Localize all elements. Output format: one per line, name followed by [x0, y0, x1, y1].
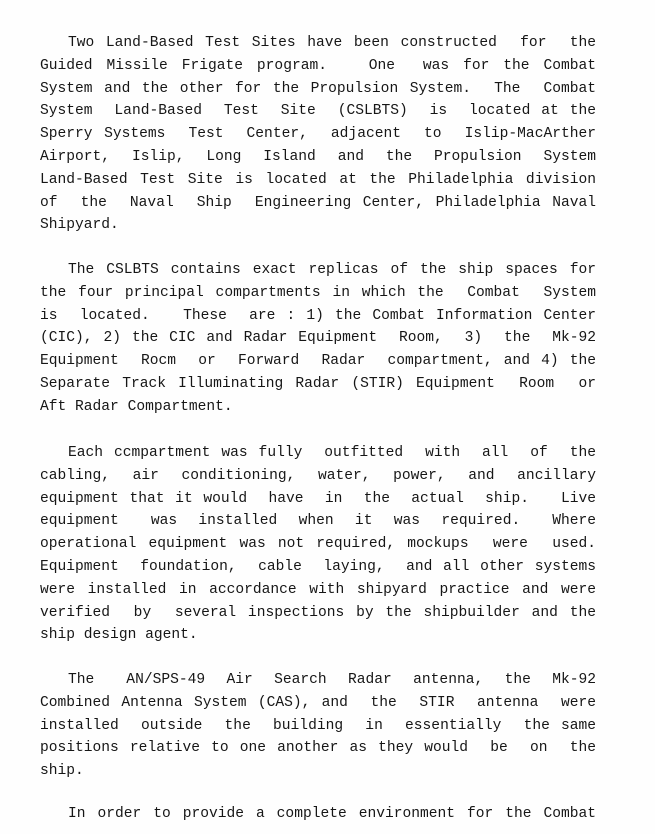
text-line: verified by several inspections by the shipbuilder and the: [40, 604, 596, 621]
text-line: Guided Missile Frigate program. One was for the Combat: [40, 57, 596, 74]
text-line: cabling, air conditioning, water, power, and ancillary: [40, 467, 596, 484]
text-line: ship design agent.: [40, 627, 198, 644]
text-line: equipment was installed when it was required. Where: [40, 513, 596, 530]
text-line: System and the other for the Propulsion System. The Combat: [40, 80, 596, 97]
text-line: Airport, Islip, Long Island and the Propulsion System: [40, 148, 596, 165]
text-line: The CSLBTS contains exact replicas of the ship spaces for: [68, 262, 596, 278]
text-line: installed outside the building in essentially the same: [40, 717, 596, 734]
paragraph-cslbts-compartments: [40, 259, 596, 419]
text-line: Separate Track Illuminating Radar (STIR) Equipment Room or: [40, 375, 596, 392]
text-line: were installed in accordance with shipyard practice and were: [40, 581, 596, 598]
text-line: Each ccmpartment was fully outfitted with all of the: [68, 445, 596, 461]
text-line: operational equipment was not required, mockups were used.: [40, 536, 596, 553]
text-line: positions relative to one another as they would be on the: [40, 740, 596, 757]
text-line: Aft Radar Compartment.: [40, 398, 233, 415]
paragraph-compartment-outfitting: [40, 442, 596, 647]
text-line: Combined Antenna System (CAS), and the STIR antenna were: [40, 694, 596, 711]
text-line: Shipyard.: [40, 217, 119, 234]
text-line: ship.: [40, 763, 84, 780]
text-line: Two Land-Based Test Sites have been constructed for the: [68, 35, 596, 51]
text-line: The AN/SPS-49 Air Search Radar antenna, the Mk-92: [68, 672, 596, 688]
paragraph-antenna-installation: [40, 669, 596, 783]
text-line: In order to provide a complete environment for the Combat: [68, 806, 596, 822]
text-line: equipment that it would have in the actual ship. Live: [40, 490, 596, 507]
text-line: of the Naval Ship Engineering Center, Philadelphia Naval: [40, 194, 596, 211]
paragraph-test-sites: [40, 32, 596, 237]
text-line: Land-Based Test Site is located at the Philadelphia division: [40, 171, 596, 188]
text-line: Equipment foundation, cable laying, and all other systems: [40, 558, 596, 575]
text-line: Sperry Systems Test Center, adjacent to Islip-MacArther: [40, 126, 596, 143]
text-line: is located. These are : 1) the Combat Information Center: [40, 307, 596, 324]
paragraph-complete-environment: [40, 803, 596, 826]
text-line: (CIC), 2) the CIC and Radar Equipment Room, 3) the Mk-92: [40, 330, 596, 347]
text-line: Equipment Rocm or Forward Radar compartment, and 4) the: [40, 353, 596, 370]
text-line: System Land-Based Test Site (CSLBTS) is located at the: [40, 103, 596, 120]
text-line: the four principal compartments in which the Combat System: [40, 284, 596, 301]
